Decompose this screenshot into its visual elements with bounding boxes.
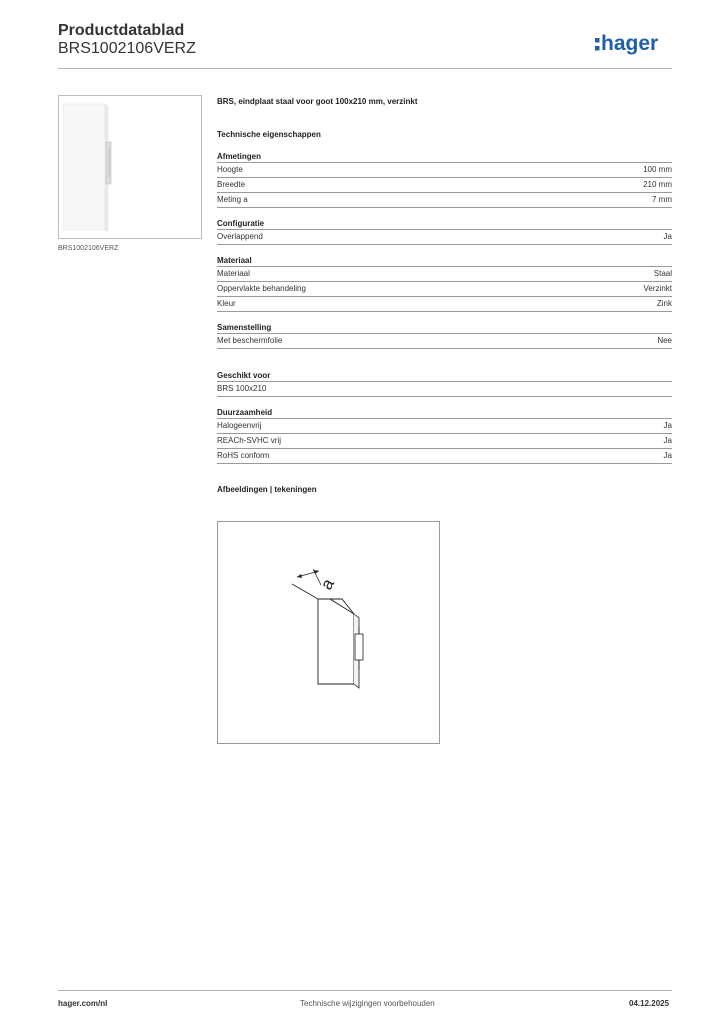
spec-label: Materiaal bbox=[217, 269, 250, 278]
spec-value: 210 mm bbox=[643, 180, 672, 189]
hager-logo bbox=[594, 29, 674, 59]
spec-label: Meting a bbox=[217, 195, 248, 204]
footer-date: 04.12.2025 bbox=[629, 999, 670, 1008]
spec-row bbox=[217, 267, 672, 282]
spec-row bbox=[217, 449, 672, 464]
spec-label: BRS 100x210 bbox=[217, 384, 267, 393]
section-materiaal bbox=[217, 255, 672, 312]
section-title: Configuratie bbox=[217, 218, 672, 230]
spec-value: Ja bbox=[663, 451, 672, 460]
spec-value: Zink bbox=[656, 299, 672, 308]
spec-label: Breedte bbox=[217, 180, 246, 189]
spec-value: Ja bbox=[663, 232, 672, 241]
spec-row bbox=[217, 334, 672, 349]
spec-value: Ja bbox=[663, 421, 672, 430]
images-title: Afbeeldingen | tekeningen bbox=[217, 485, 317, 494]
spec-row bbox=[217, 419, 672, 434]
tech-section-title: Technische eigenschappen bbox=[217, 130, 321, 139]
spec-label: Met beschermfolie bbox=[217, 336, 283, 345]
section-title: Geschikt voor bbox=[217, 370, 672, 382]
spec-row bbox=[217, 434, 672, 449]
spec-row bbox=[217, 230, 672, 245]
dimension-label: a bbox=[316, 575, 338, 594]
spec-value: Verzinkt bbox=[643, 284, 672, 293]
spec-value: 100 mm bbox=[643, 165, 672, 174]
technical-drawing-image bbox=[218, 522, 439, 743]
spec-label: Kleur bbox=[217, 299, 236, 308]
spec-row bbox=[217, 382, 672, 397]
spec-label: Overlappend bbox=[217, 232, 263, 241]
thumbnail-caption: BRS1002106VERZ bbox=[58, 245, 119, 252]
spec-row bbox=[217, 282, 672, 297]
spec-row bbox=[217, 178, 672, 193]
section-title: Duurzaamheid bbox=[217, 407, 672, 419]
logo-dot-top bbox=[595, 38, 600, 43]
product-code: BRS1002106VERZ bbox=[58, 40, 196, 57]
spec-value: Staal bbox=[653, 269, 672, 278]
spec-label: Hoogte bbox=[217, 165, 243, 174]
logo-dot-bottom bbox=[595, 46, 600, 51]
footer-divider bbox=[58, 990, 672, 991]
section-afmetingen bbox=[217, 151, 672, 208]
footer-disclaimer: Technische wijzigingen voorbehouden bbox=[300, 999, 435, 1008]
spec-row bbox=[217, 193, 672, 208]
product-title: BRS, eindplaat staal voor goot 100x210 mm, verzinkt bbox=[217, 97, 418, 106]
spec-label: Halogeenvrij bbox=[217, 421, 262, 430]
spec-row bbox=[217, 297, 672, 312]
spec-row bbox=[217, 163, 672, 178]
product-thumbnail-image bbox=[59, 96, 201, 238]
technical-drawing bbox=[217, 521, 440, 744]
spec-label: REACh-SVHC vrij bbox=[217, 436, 282, 445]
product-thumbnail bbox=[58, 95, 202, 239]
section-configuratie bbox=[217, 218, 672, 245]
section-duurzaamheid bbox=[217, 407, 672, 464]
logo-text: hager bbox=[601, 32, 659, 55]
spec-value: Ja bbox=[663, 436, 672, 445]
page-title: Productdatablad bbox=[58, 22, 185, 39]
section-samenstelling bbox=[217, 322, 672, 349]
footer-website-link[interactable]: hager.com/nl bbox=[58, 999, 108, 1008]
section-title: Afmetingen bbox=[217, 151, 672, 163]
spec-value: 7 mm bbox=[652, 195, 672, 204]
spec-value: Nee bbox=[657, 336, 672, 345]
spec-label: Oppervlakte behandeling bbox=[217, 284, 306, 293]
spec-label: RoHS conform bbox=[217, 451, 270, 460]
header-divider bbox=[58, 68, 672, 69]
section-geschikt-voor bbox=[217, 370, 672, 397]
section-title: Samenstelling bbox=[217, 322, 672, 334]
section-title: Materiaal bbox=[217, 255, 672, 267]
specs-content bbox=[217, 96, 672, 496]
